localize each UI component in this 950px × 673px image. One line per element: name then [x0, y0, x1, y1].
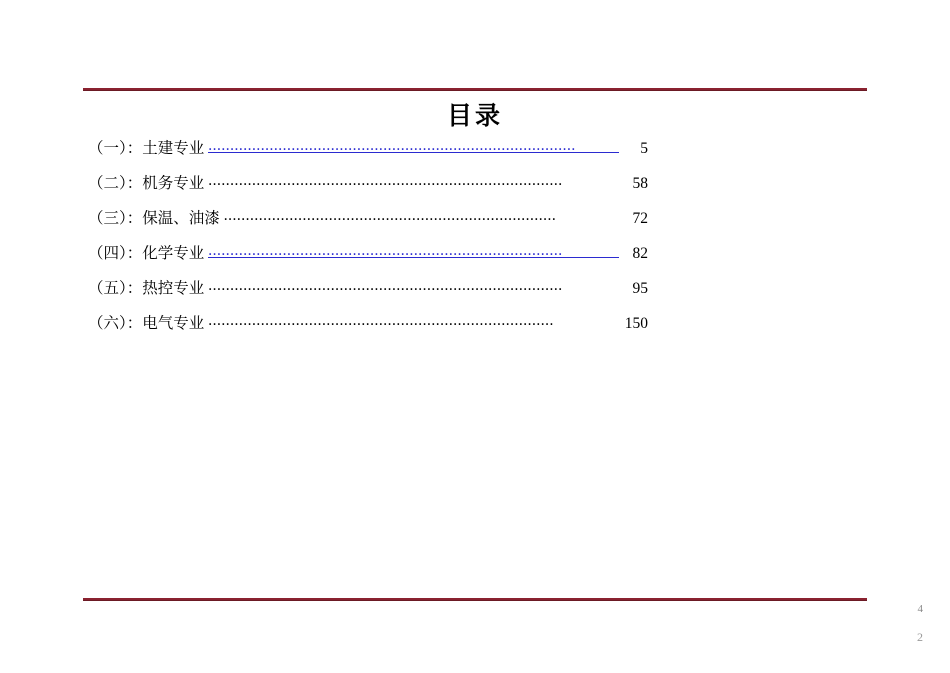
list-item[interactable]: [88, 206, 648, 241]
toc-list: [88, 136, 648, 346]
toc-leader-dots[interactable]: .................................................................................: [208, 245, 619, 259]
toc-entry-page: 82: [632, 245, 648, 262]
toc-leader-dots: ............................................................................: [223, 210, 557, 224]
toc-entry-page: 95: [632, 280, 648, 297]
toc-leader-dots: ...............................................................................: [208, 315, 554, 329]
list-item[interactable]: [88, 276, 648, 311]
page-title: 目录: [446, 103, 503, 130]
list-item[interactable]: [88, 136, 648, 171]
toc-entry-page: 150: [624, 315, 648, 332]
toc-entry-page: 58: [632, 175, 648, 192]
list-item[interactable]: [88, 311, 648, 346]
slide-page-number: 4: [917, 603, 923, 615]
toc-entry-page: 5: [640, 140, 648, 157]
bottom-divider-rule: [83, 598, 867, 601]
viewer-page-number: 2: [917, 630, 923, 644]
toc-entry-label: （一）：土建专业: [88, 140, 205, 157]
toc-entry-label: （四）：化学专业: [88, 245, 205, 262]
top-divider-rule: [83, 88, 867, 91]
toc-leader-dots[interactable]: ....................................................................................: [208, 140, 619, 154]
list-item[interactable]: [88, 241, 648, 276]
toc-entry-label: （二）：机务专业: [88, 175, 205, 192]
list-item[interactable]: [88, 171, 648, 206]
toc-entry-page: 72: [632, 210, 648, 227]
toc-leader-dots: .................................................................................: [208, 175, 563, 189]
toc-entry-label: （三）：保温、油漆: [88, 210, 220, 227]
toc-entry-label: （六）：电气专业: [88, 315, 205, 332]
toc-entry-label: （五）：热控专业: [88, 280, 205, 297]
toc-leader-dots: .................................................................................: [208, 280, 563, 294]
